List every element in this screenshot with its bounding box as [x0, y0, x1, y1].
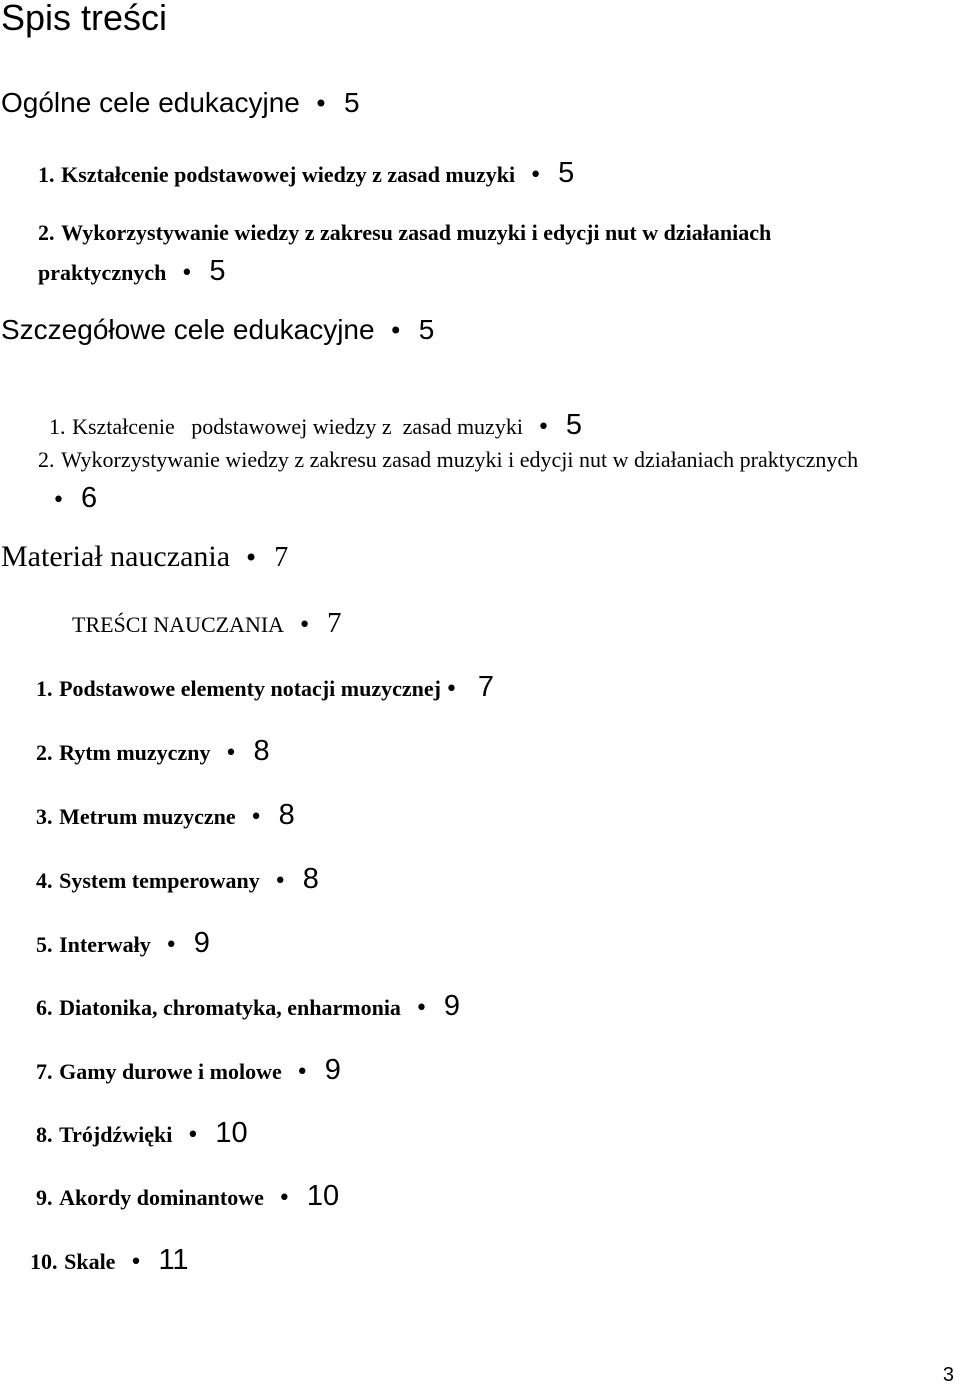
toc-entry-label: Diatonika, chromatyka, enharmonia: [59, 995, 401, 1020]
toc-entry-number: 5.: [36, 932, 53, 957]
toc-entry-number: 4.: [36, 868, 53, 893]
toc-page-number: 5: [565, 409, 583, 442]
bullet-separator: •: [295, 1060, 309, 1085]
toc-entry-number: 1.: [49, 414, 66, 440]
bullet-separator: •: [529, 163, 543, 188]
bullet-separator: •: [129, 1250, 143, 1275]
toc-entry-label: Ogólne cele edukacyjne: [1, 87, 300, 118]
toc-page-number: 5: [418, 314, 435, 345]
toc-entry-number: 2.: [38, 220, 55, 245]
toc-entry-topic-9[interactable]: [36, 1180, 339, 1213]
toc-page-number: 5: [209, 255, 226, 287]
footer-page-number: 3: [942, 1364, 954, 1386]
toc-entry-topic-7[interactable]: [36, 1054, 341, 1087]
bullet-separator: •: [536, 415, 550, 441]
toc-entry-general-goals[interactable]: [1, 87, 360, 119]
toc-entry-material[interactable]: [1, 540, 288, 575]
bullet-separator: •: [164, 933, 178, 958]
toc-entry-topic-6[interactable]: [36, 990, 460, 1023]
toc-page-number: 11: [158, 1244, 189, 1276]
bullet-separator: •: [388, 317, 403, 345]
toc-entry-topic-1[interactable]: [36, 671, 494, 704]
bullet-separator: •: [444, 677, 458, 702]
toc-entry-detailed-goal-2[interactable]: [38, 440, 898, 520]
toc-page-number: 8: [278, 799, 295, 831]
toc-entry-number: 9.: [36, 1185, 53, 1210]
toc-entry-number: 1.: [36, 676, 53, 701]
toc-entry-label: Podstawowe elementy notacji muzycznej: [59, 676, 441, 701]
toc-entry-number: 8.: [36, 1122, 53, 1147]
toc-entry-topic-3[interactable]: [36, 799, 295, 832]
bullet-separator: •: [180, 261, 194, 286]
toc-page-number: 5: [344, 87, 360, 118]
toc-entry-label: Trójdźwięki: [59, 1122, 173, 1147]
toc-page-number: 9: [443, 990, 461, 1022]
toc-entry-topic-8[interactable]: [36, 1117, 248, 1150]
toc-entry-number: 3.: [36, 804, 53, 829]
toc-entry-label: Metrum muzyczne: [59, 804, 236, 829]
toc-entry-number: 7.: [36, 1059, 53, 1084]
toc-page-number: 7: [274, 542, 289, 573]
toc-entry-label: Kształcenie podstawowej wiedzy z zasad muzyki: [61, 162, 516, 187]
bullet-separator: •: [52, 488, 65, 513]
toc-entry-general-goal-2[interactable]: [38, 213, 898, 293]
toc-entry-topic-5[interactable]: [36, 927, 210, 960]
toc-entry-number: 2.: [36, 740, 53, 765]
bullet-separator: •: [186, 1123, 200, 1148]
toc-page-number: 8: [302, 863, 319, 895]
toc-entry-label: Rytm muzyczny: [59, 740, 211, 765]
page-title: Spis treści: [1, 0, 168, 38]
toc-entry-label: Skale: [64, 1249, 116, 1274]
bullet-separator: •: [273, 869, 287, 894]
toc-entry-number: 10.: [30, 1249, 58, 1274]
toc-entry-topic-2[interactable]: [36, 735, 270, 768]
bullet-separator: •: [313, 90, 329, 118]
toc-entry-label: TREŚCI NAUCZANIA: [72, 612, 285, 637]
bullet-separator: •: [277, 1186, 291, 1211]
toc-entry-topic-10[interactable]: [30, 1244, 189, 1277]
toc-entry-number: 1.: [38, 162, 55, 187]
toc-entry-number: 2.: [38, 447, 55, 472]
toc-page-number: 7: [327, 607, 342, 639]
toc-entry-topic-4[interactable]: [36, 863, 319, 896]
bullet-separator: •: [414, 996, 428, 1021]
toc-entry-label: Szczegółowe cele edukacyjne: [1, 314, 375, 345]
toc-entry-label: Wykorzystywanie wiedzy z zakresu zasad muzyki i edycji nut w działaniach praktycznych: [38, 220, 772, 285]
toc-page-number: 9: [324, 1054, 341, 1086]
toc-page-number: 6: [80, 482, 98, 514]
bullet-separator: •: [249, 805, 263, 830]
toc-page-number: 8: [253, 735, 270, 767]
toc-entry-label: Kształcenie podstawowej wiedzy z zasad muzyki: [72, 414, 523, 440]
toc-entry-detailed-goal-1[interactable]: [38, 384, 582, 443]
toc-entry-content[interactable]: [72, 607, 342, 640]
bullet-separator: •: [224, 741, 238, 766]
toc-page-number: 10: [215, 1117, 248, 1149]
bullet-separator: •: [244, 544, 259, 572]
toc-entry-label: System temperowany: [59, 868, 260, 893]
toc-entry-detailed-goals[interactable]: [1, 314, 434, 346]
toc-entry-label: Interwały: [59, 932, 151, 957]
toc-entry-general-goal-1[interactable]: [38, 157, 574, 190]
toc-entry-label: Akordy dominantowe: [59, 1185, 264, 1210]
toc-entry-number: 6.: [36, 995, 53, 1020]
toc-page-number: 10: [306, 1180, 340, 1212]
bullet-separator: •: [298, 613, 312, 638]
toc-entry-label: Wykorzystywanie wiedzy z zakresu zasad muzyki i edycji nut w działaniach praktycznych: [61, 447, 859, 472]
toc-page-number: 5: [558, 157, 575, 189]
toc-entry-label: Materiał nauczania: [1, 540, 231, 573]
toc-page-number: 9: [193, 927, 210, 959]
toc-page-number: 7: [477, 671, 495, 703]
toc-entry-label: Gamy durowe i molowe: [59, 1059, 282, 1084]
